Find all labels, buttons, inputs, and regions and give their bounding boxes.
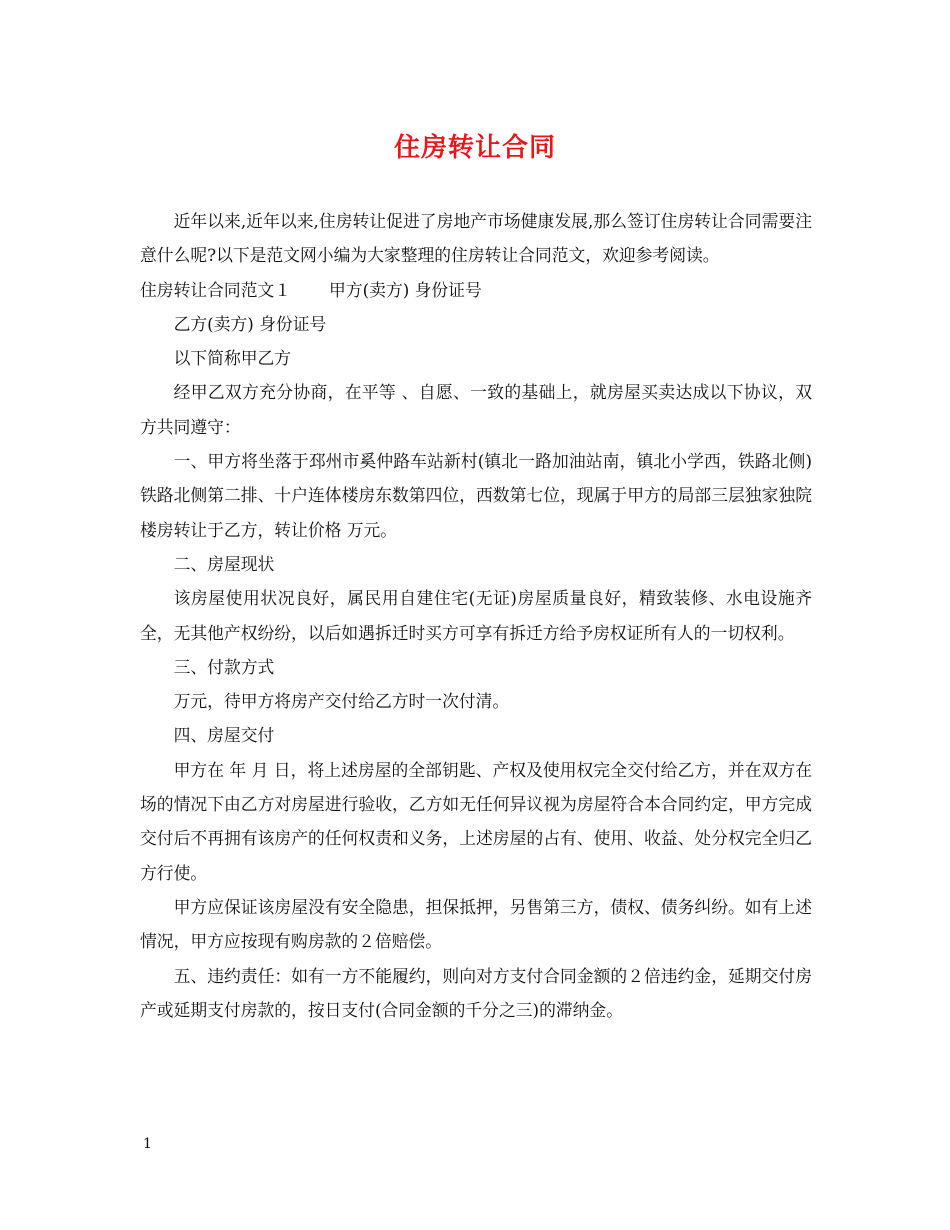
preamble-paragraph: 经甲乙双方充分协商，在平等 、自愿、一致的基础上，就房屋买卖达成以下协议，双方共同遵守： bbox=[140, 382, 812, 437]
clause-4-heading: 四、房屋交付 bbox=[173, 725, 275, 746]
clause-5: 五、违约责任：如有一方不能履约，则向对方支付合同金额的２倍违约金，延期交付房产或延期支付房款的，按日支付(合同金额的千分之三)的滞纳金。 bbox=[140, 965, 812, 1020]
sample-heading: 住房转让合同范文１ bbox=[140, 279, 292, 300]
document-title: 住房转让合同 bbox=[393, 133, 556, 163]
page-number: 1 bbox=[143, 1136, 152, 1152]
sample-heading-line bbox=[140, 273, 812, 307]
clause-4-guarantee: 甲方应保证该房屋没有安全隐患，担保抵押，另售第三方，债权、债务纠纷。如有上述情况，甲方应按现有购房款的２倍赔偿。 bbox=[140, 896, 812, 952]
abbreviation-line: 以下简称甲乙方 bbox=[173, 348, 292, 369]
clause-4-body: 甲方在 年 月 日，将上述房屋的全部钥匙、产权及使用权完全交付给乙方，并在双方在场的情况下由乙方对房屋进行验收，乙方如无任何异议视为房屋符合本合同约定，甲方完成交付后不再拥有该房产的任何权责和义务，上述房屋的占有、使用、收益、处分权完全归乙方行使。 bbox=[140, 759, 812, 883]
document-body bbox=[140, 204, 812, 1027]
clause-3-body: 万元，待甲方将房产交付给乙方时一次付清。 bbox=[173, 691, 510, 712]
party-b-line: 乙方(卖方) 身份证号 bbox=[173, 313, 327, 334]
clause-2-body: 该房屋使用状况良好，属民用自建住宅(无证)房屋质量良好，精致装修、水电设施齐全，无其他产权纷纷，以后如遇拆迁时买方可享有拆迁方给予房权证所有人的一切权利。 bbox=[140, 588, 812, 643]
clause-1: 一、甲方将坐落于邳州市奚仲路车站新村(镇北一路加油站南，镇北小学西，铁路北侧)铁路北侧第二排、十户连体楼房东数第四位，西数第七位，现属于甲方的局部三层独家独院楼房转让于乙方，转让价格 万元。 bbox=[140, 451, 812, 540]
clause-2-heading: 二、房屋现状 bbox=[173, 553, 275, 574]
intro-paragraph: 近年以来,近年以来,住房转让促进了房地产市场健康发展,那么签订住房转让合同需要注意什么呢?以下是范文网小编为大家整理的住房转让合同范文，欢迎参考阅读。 bbox=[140, 211, 812, 266]
clause-3-heading: 三、付款方式 bbox=[173, 656, 275, 677]
party-a-line: 甲方(卖方) 身份证号 bbox=[329, 279, 482, 300]
